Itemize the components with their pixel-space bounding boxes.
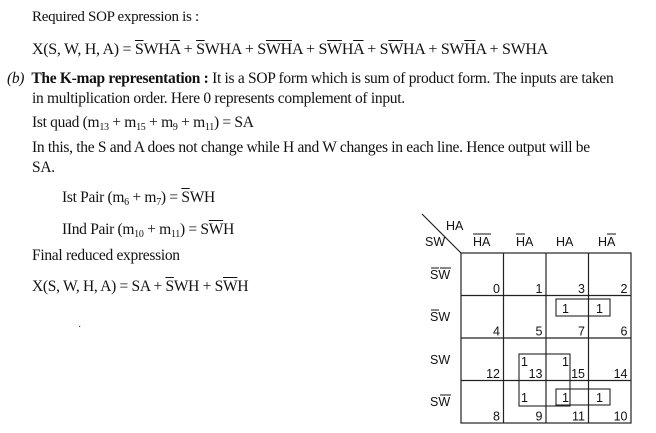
- complemented-var: $\overline{S}$: [134, 41, 144, 58]
- row-header-0: SW: [430, 268, 451, 282]
- complemented-var: $\overline{S}$: [196, 41, 205, 58]
- final-term3-pre: + S: [199, 278, 223, 295]
- minterm-index: 6: [620, 324, 628, 339]
- explain-line2: SA.: [32, 159, 55, 176]
- var: S: [318, 41, 328, 58]
- quad-line: Ist quad $(m_{13} + m_{15} + m_9 + m_{11})$ = SA: [32, 114, 254, 133]
- final-lhs: X(S, W, H, A) = SA +: [32, 278, 166, 295]
- var: S: [257, 41, 266, 58]
- heading: Required SOP expression is :: [32, 9, 199, 25]
- var: S: [379, 41, 389, 58]
- row-header-1: SW: [430, 310, 451, 324]
- col-header-3: HA: [598, 235, 616, 249]
- minterm-index: 14: [613, 367, 628, 381]
- pair2-pre: S: [200, 221, 209, 238]
- minterm-index: 13: [528, 367, 543, 381]
- complement-s: $\overline{S}$: [165, 278, 174, 295]
- cell-value-one: 1: [521, 355, 528, 369]
- minterm-index: 4: [493, 324, 500, 339]
- complemented-var: $\overline{H}$: [280, 41, 292, 58]
- var: SWHA: [501, 41, 548, 58]
- section-b-line2: in multiplication order. Here 0 represents complement of input.: [32, 90, 405, 107]
- pair2-line: IInd Pair $(m_{10} + m_{11}) = S\overline{W}H$: [62, 221, 234, 240]
- col-header-1: HA: [516, 235, 534, 249]
- stray-dot: ·: [78, 322, 82, 333]
- var: WH: [143, 41, 170, 58]
- plus-sign: +: [363, 41, 380, 58]
- minterm-index: 7: [578, 324, 585, 339]
- subscript: 11: [204, 122, 214, 133]
- subscript: 6: [124, 197, 129, 208]
- complemented-var: $\overline{A}$: [353, 41, 364, 58]
- cell-value-one: 1: [521, 391, 528, 405]
- subscript: 13: [99, 122, 109, 133]
- var: SW: [440, 41, 465, 58]
- minterm-index: 15: [571, 367, 585, 381]
- section-text: It is a SOP form which is sum of product form. The inputs are taken: [208, 70, 614, 87]
- cell-value-one: 1: [562, 302, 569, 316]
- plus-sign: +: [179, 41, 197, 58]
- minterm-index: 11: [572, 409, 585, 424]
- minterm-index: 8: [493, 409, 500, 424]
- complemented-var: $\overline{W}$: [388, 41, 404, 58]
- plus-sign: +: [424, 41, 441, 58]
- quad-result: ) = SA: [213, 114, 254, 131]
- cell-value-one: 1: [596, 302, 603, 316]
- final-term2: WH: [173, 278, 200, 295]
- complemented-var: $\overline{W}$: [327, 41, 342, 58]
- section-marker: (b): [7, 70, 25, 87]
- pair1-result: WH: [189, 189, 215, 206]
- explain-line1: In this, the S and A does not change while H and W changes in each line. Hence output will be: [32, 139, 590, 156]
- complemented-var: $\overline{W}$: [265, 41, 281, 58]
- pair2-post: H: [223, 221, 234, 238]
- minterm-index: 9: [535, 409, 543, 424]
- corner-row-var: SW: [425, 235, 446, 249]
- minterm-index: 10: [613, 409, 628, 424]
- var: H: [341, 41, 354, 58]
- minterm-index: 1: [535, 282, 543, 296]
- plus-sign: +: [485, 41, 502, 58]
- var: A: [291, 41, 303, 58]
- kmap-labels: [425, 219, 628, 424]
- final-term3-post: H: [237, 278, 249, 295]
- plus-sign: +: [302, 41, 319, 58]
- col-header-0: HA: [473, 235, 491, 249]
- minterm-index: 12: [486, 367, 500, 381]
- cell-value-one: 1: [562, 391, 569, 405]
- var: HA: [403, 41, 425, 58]
- subscript: 11: [170, 229, 180, 240]
- col-header-2: HA: [556, 235, 574, 249]
- plus-sign: +: [241, 41, 258, 58]
- row-header-2: SW: [430, 353, 451, 367]
- pair1-line: Ist Pair $(m_6 + m_7) = \overline{S}WH$: [62, 189, 215, 208]
- complemented-var: $\overline{H}$: [464, 41, 476, 58]
- corner-col-var: HA: [446, 219, 464, 233]
- final-label: Final reduced expression: [32, 247, 180, 264]
- sop-lhs: X(S, W, H, A) =: [32, 41, 135, 58]
- row-header-3: SW: [430, 395, 451, 409]
- subscript: 15: [136, 122, 146, 133]
- complemented-var: $\overline{A}$: [169, 41, 180, 58]
- quad-label: Ist quad (m: [32, 114, 100, 131]
- minterm-index: 0: [493, 282, 500, 296]
- minterm-index: 2: [620, 282, 628, 296]
- complement-s: $\overline{S}$: [181, 189, 190, 206]
- cell-value-one: 1: [562, 355, 569, 369]
- var: WHA: [204, 41, 242, 58]
- minterm-index: 3: [578, 282, 585, 296]
- pair2-label: IInd Pair (m: [62, 221, 135, 238]
- cell-value-one: 1: [596, 391, 603, 405]
- var: A: [475, 41, 486, 58]
- complement-w: $\overline{W}$: [208, 221, 224, 238]
- minterm-index: 5: [535, 324, 543, 339]
- complement-w: $\overline{W}$: [222, 278, 238, 295]
- subscript: 7: [156, 197, 161, 208]
- section-title: The K-map representation :: [31, 70, 209, 87]
- subscript: 9: [172, 122, 178, 133]
- subscript: 10: [134, 229, 144, 240]
- pair1-label: Ist Pair (m: [62, 189, 125, 206]
